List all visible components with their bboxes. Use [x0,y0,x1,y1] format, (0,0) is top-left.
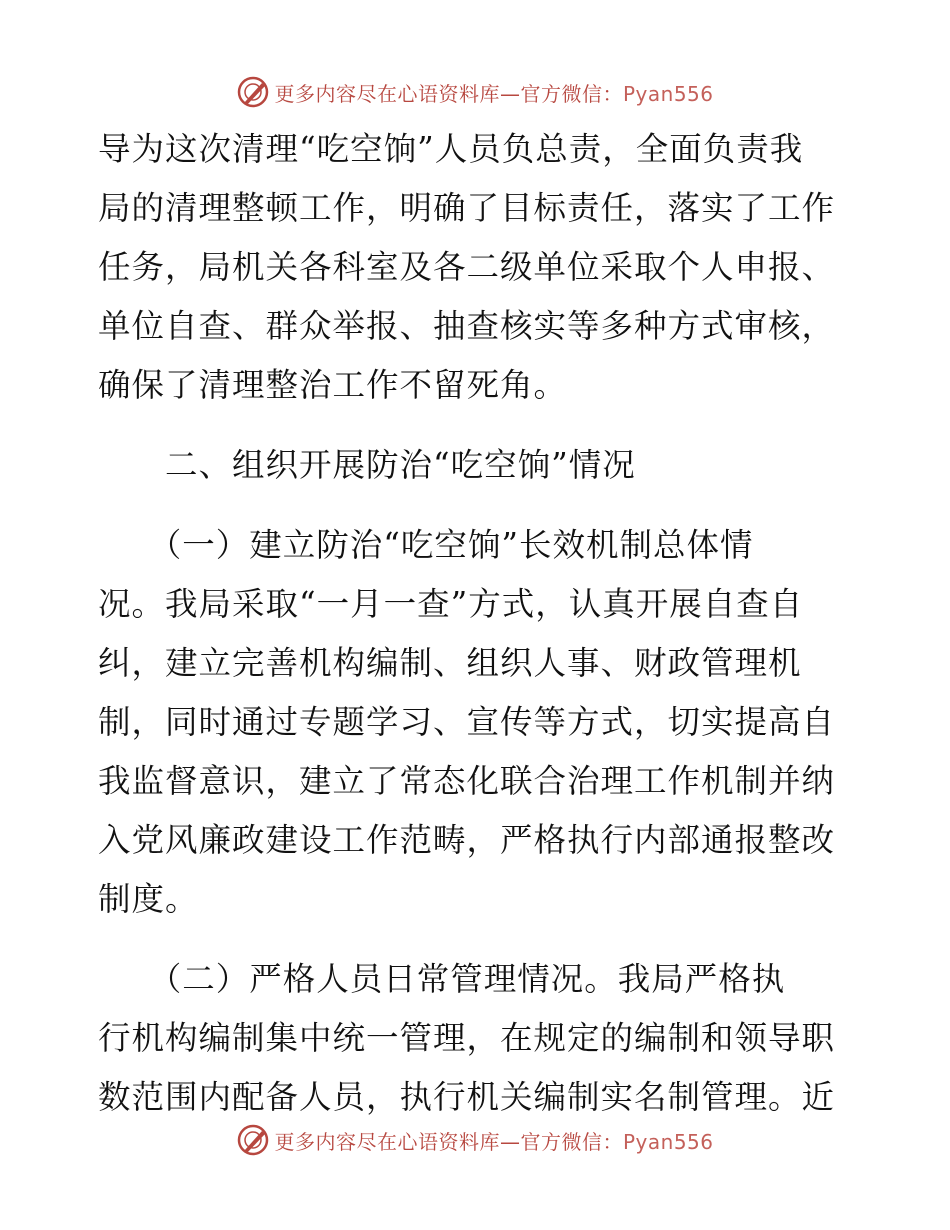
text-line: 行机构编制集中统一管理，在规定的编制和领导职 [98,1019,836,1057]
header-watermark-banner [0,72,950,112]
text-line: （二）严格人员日常管理情况。我局严格执 [98,960,786,998]
text-line: 制度。 [98,880,199,918]
text-line: 我监督意识，建立了常态化联合治理工作机制并纳 [98,762,836,800]
text-line: 确保了清理整治工作不留死角。 [98,366,568,404]
watermark-text: 更多内容尽在心语资料库—官方微信：Pyan556 [274,1129,714,1154]
document-body [98,120,858,1127]
paragraph-1 [98,120,858,415]
text-line: 数范围内配备人员，执行机关编制实名制管理。近 [98,1078,836,1116]
text-line: 纠，建立完善机构编制、组织人事、财政管理机 [98,644,802,682]
text-line: 局的清理整顿工作，明确了目标责任，落实了工作 [98,189,836,227]
paragraph-3 [98,950,858,1127]
text-line: 导为这次清理“吃空饷”人员负总责，全面负责我 [98,130,804,168]
footer-watermark-banner [0,1120,950,1160]
watermark-text: 更多内容尽在心语资料库—官方微信：Pyan556 [274,81,714,106]
brush-logo-icon [236,75,270,109]
text-line: （一）建立防治“吃空饷”长效机制总体情 [98,526,754,564]
text-line: 单位自查、群众举报、抽查核实等多种方式审核， [98,307,836,345]
text-line: 况。我局采取“一月一查”方式，认真开展自查自 [98,585,804,623]
paragraph-2 [98,516,858,929]
section-heading: 二、组织开展防治“吃空饷”情况 [98,446,636,484]
brush-logo-icon [236,1123,270,1157]
section-heading-2 [98,436,858,495]
text-line: 任务，局机关各科室及各二级单位采取个人申报、 [98,248,836,286]
text-line: 制，同时通过专题学习、宣传等方式，切实提高自 [98,703,836,741]
text-line: 入党风廉政建设工作范畴，严格执行内部通报整改 [98,821,836,859]
